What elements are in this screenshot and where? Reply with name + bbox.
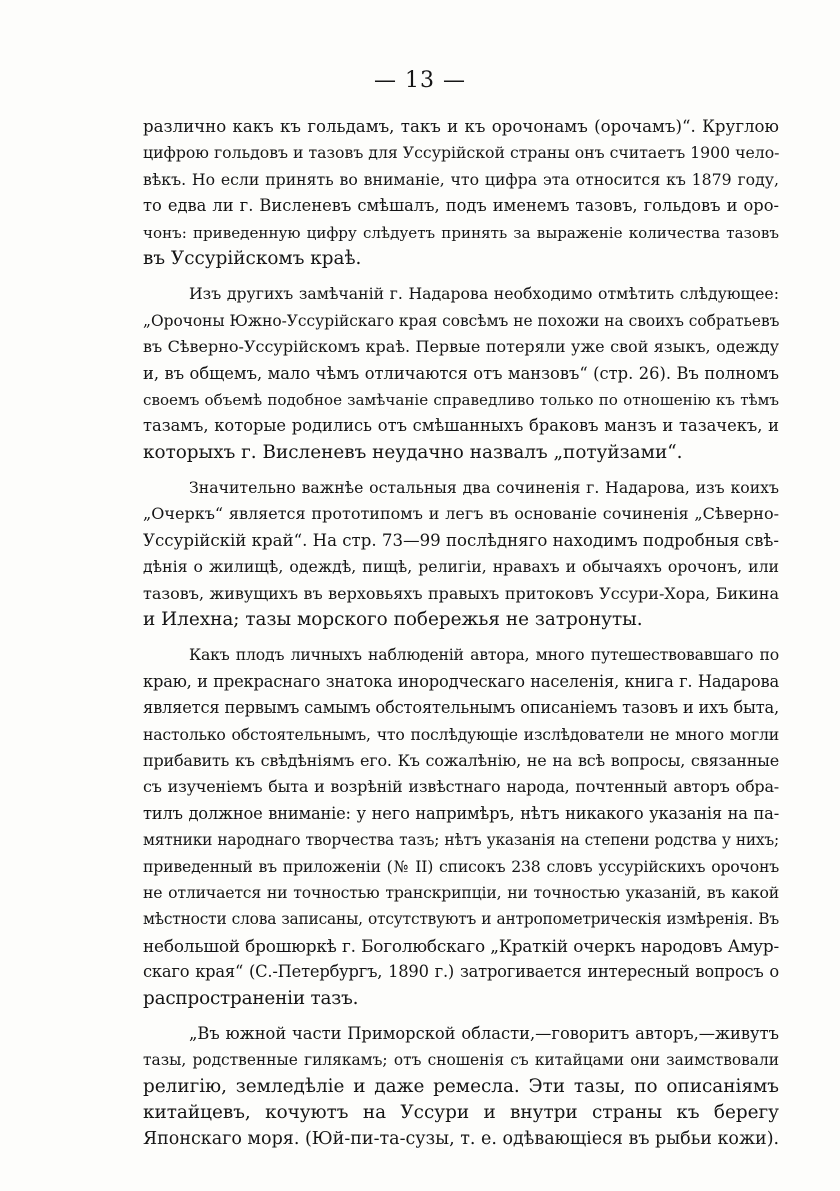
text-line: краю, и прекраснаго знатока инородческаго населенія, книга г. Надарова — [143, 671, 779, 691]
text-line: тазы, родственные гилякамъ; отъ сношенія съ китайцами они заимствовали — [143, 1051, 779, 1070]
text-line: которыхъ г. Висленевъ неудачно назвалъ „потуйзами“. — [143, 441, 683, 463]
text-line: Какъ плодъ личныхъ наблюденій автора, много путешествовавшаго по — [189, 645, 779, 665]
text-line: мѣстности слова записаны, отсутствуютъ и антропометрическія измѣренія. Въ — [143, 910, 779, 929]
text-line: и, въ общемъ, мало чѣмъ отличаются отъ манзовъ“ (стр. 26). Въ полномъ — [143, 363, 779, 383]
text-line: „Очеркъ“ является прототипомъ и легъ въ основаніе сочиненія „Сѣверно- — [143, 504, 779, 524]
text-line: съ изученіемъ быта и возрѣній извѣстнаго народа, почтенный авторъ обра- — [143, 777, 779, 797]
paragraph-5-quote — [143, 1021, 779, 1153]
text-line: дѣнія о жилищѣ, одеждѣ, пищѣ, религіи, нравахъ и обычаяхъ орочонъ, или — [143, 557, 779, 577]
text-line: Значительно важнѣе остальныя два сочиненія г. Надарова, изъ коихъ — [189, 478, 779, 498]
text-line: своемъ объемѣ подобное замѣчаніе справедливо только по отношенію къ тѣмъ — [143, 390, 779, 409]
body-text — [143, 114, 779, 1153]
text-line: чонъ: приведенную цифру слѣдуетъ принять за выраженіе количества тазовъ — [143, 223, 779, 242]
text-line: „Орочоны Южно-Уссурійскаго края совсѣмъ не похожи на своихъ собратьевъ — [143, 311, 779, 330]
text-line: вѣкъ. Но если принять во вниманіе, что цифра эта относится къ 1879 году, — [143, 169, 779, 189]
text-line: китайцевъ, кочуютъ на Уссури и внутри страны къ берегу — [143, 1102, 779, 1124]
text-line: прибавить къ свѣдѣніямъ его. Къ сожалѣнію, не на всѣ вопросы, связанные — [143, 750, 779, 770]
paragraph-2 — [143, 281, 779, 466]
paragraph-4 — [143, 642, 779, 1011]
paragraph-3 — [143, 475, 779, 633]
text-line: въ Уссурійскомъ краѣ. — [143, 247, 362, 269]
text-line: Уссурійскій край“. На стр. 73—99 послѣдняго находимъ подробныя свѣ- — [143, 530, 779, 550]
text-line: различно какъ къ гольдамъ, такъ и къ орочонамъ (орочамъ)“. Круглою — [143, 117, 779, 136]
text-line: не отличается ни точностью транскрипціи, ни точностью указаній, въ какой — [143, 882, 779, 902]
text-line: распространеніи тазъ. — [143, 987, 359, 1009]
text-line: тазамъ, которые родились отъ смѣшанныхъ браковъ манзъ и тазачекъ, и — [143, 416, 779, 436]
text-line: тазовъ, живущихъ въ верховьяхъ правыхъ притоковъ Уссури-Хора, Бикина — [143, 583, 779, 603]
text-line: цифрою гольдовъ и тазовъ для Уссурійской страны онъ считаетъ 1900 чело- — [143, 143, 779, 163]
text-line: Японскаго моря. (Юй-пи-та-сузы, т. е. одѣвающіеся въ рыбьи кожи). — [143, 1129, 779, 1150]
paragraph-1 — [143, 114, 779, 272]
text-line: „Въ южной части Приморской области,—говоритъ авторъ,—живутъ — [189, 1023, 779, 1043]
text-line: приведенный въ приложеніи (№ II) списокъ 238 словъ уссурійскихъ орочонъ — [143, 856, 779, 876]
page-number: — 13 — — [374, 68, 466, 93]
text-line: религію, земледѣліе и даже ремесла. Эти тазы, по описаніямъ — [143, 1075, 779, 1097]
text-line: мятники народнаго творчества тазъ; нѣтъ указанія на степени родства у нихъ; — [143, 831, 779, 850]
text-line: тилъ должное вниманіе: у него напримѣръ, нѣтъ никакого указанія на па- — [143, 803, 779, 823]
text-line: то едва ли г. Висленевъ смѣшалъ, подъ именемъ тазовъ, гольдовъ и оро- — [143, 196, 779, 216]
text-line: небольшой брошюркѣ г. Боголюбскаго „Краткій очеркъ народовъ Амур- — [143, 935, 779, 956]
text-line: является первымъ самымъ обстоятельнымъ описаніемъ тазовъ и ихъ быта, — [143, 698, 779, 718]
text-line: настолько обстоятельнымъ, что послѣдующіе изслѣдователи не много могли — [143, 724, 779, 744]
text-line: и Илехна; тазы морского побережья не затронуты. — [143, 609, 643, 631]
text-line: Изъ другихъ замѣчаній г. Надарова необходимо отмѣтить слѣдующее: — [189, 284, 779, 304]
text-line: въ Сѣверно-Уссурійскомъ краѣ. Первые потеряли уже свой языкъ, одежду — [143, 337, 779, 357]
text-line: скаго края“ (С.-Петербургъ, 1890 г.) затрогивается интересный вопросъ о — [143, 962, 779, 982]
